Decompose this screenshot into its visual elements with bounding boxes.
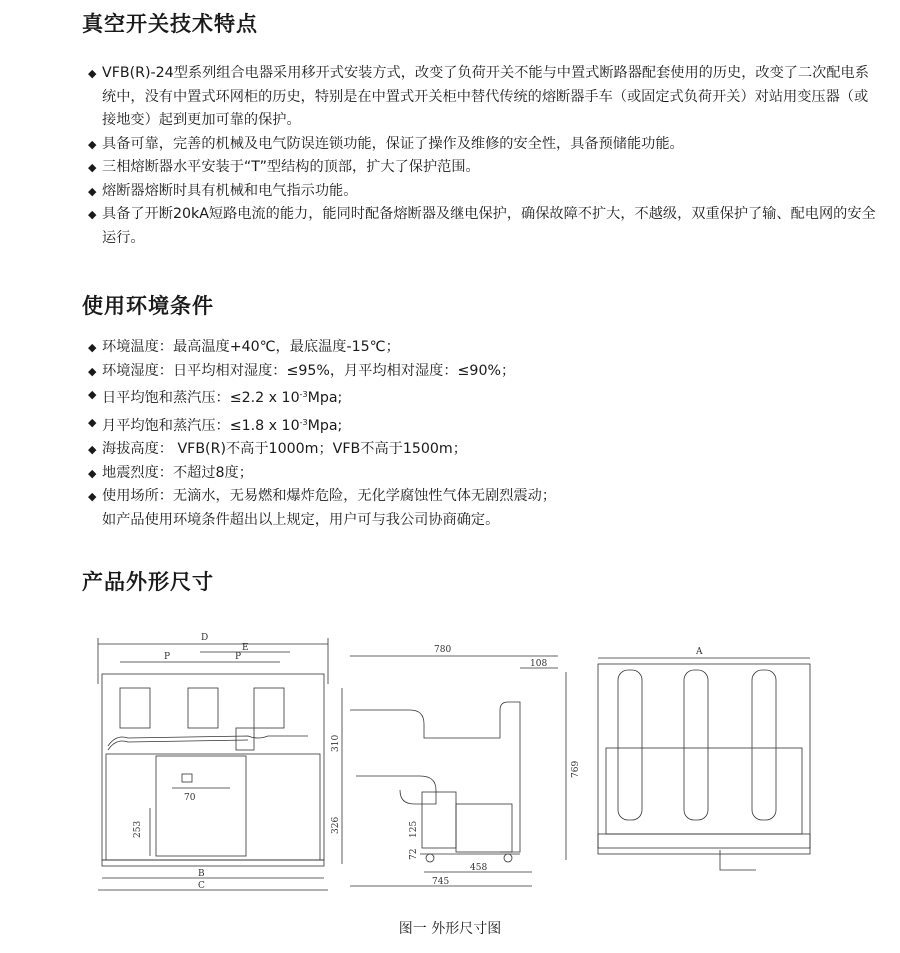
environment-list bbox=[88, 336, 878, 532]
diamond-bullet-icon: ◆ bbox=[88, 184, 97, 198]
list-item: ◆ 熔断器熔断时具有机械和电气指示功能。 bbox=[88, 180, 878, 204]
figure-caption: 图一 外形尺寸图 bbox=[398, 921, 502, 937]
dim-label: 458 bbox=[470, 863, 488, 873]
list-item: ◆ 地震烈度：不超过8度； bbox=[88, 462, 878, 486]
dimension-drawing bbox=[80, 628, 840, 898]
front-view bbox=[98, 633, 328, 891]
diamond-bullet-icon: ◆ bbox=[88, 341, 97, 354]
dim-label: 326 bbox=[331, 816, 341, 834]
dim-label: B bbox=[198, 869, 205, 879]
dim-label: 108 bbox=[530, 659, 548, 669]
dim-label: D bbox=[201, 633, 209, 643]
diamond-bullet-icon: ◆ bbox=[88, 161, 97, 174]
diamond-bullet-icon: ◆ bbox=[88, 208, 97, 221]
section-title-environment: 使用环境条件 bbox=[82, 294, 214, 318]
dim-label: 310 bbox=[331, 734, 341, 752]
dim-label: E bbox=[242, 643, 249, 653]
dim-label: 745 bbox=[432, 877, 450, 887]
diamond-bullet-icon: ◆ bbox=[88, 67, 97, 80]
diamond-bullet-icon: ◆ bbox=[88, 466, 97, 480]
dim-label: 72 bbox=[409, 848, 419, 860]
rear-view bbox=[598, 647, 810, 870]
dim-label: A bbox=[696, 647, 703, 657]
dim-label: 70 bbox=[184, 793, 196, 803]
dim-label: 253 bbox=[133, 820, 143, 838]
list-item: ◆ 日平均饱和蒸汽压：≤2.2 x $10^{-3}Mpa$; bbox=[88, 383, 878, 411]
section-title-dimensions: 产品外形尺寸 bbox=[82, 570, 214, 594]
side-view bbox=[331, 645, 581, 887]
dim-label: 125 bbox=[409, 820, 419, 838]
dim-label: 769 bbox=[571, 760, 581, 778]
diamond-bullet-icon: ◆ bbox=[88, 490, 97, 503]
list-item: ◆ 环境温度：最高温度+40℃，最底温度-15℃； bbox=[88, 336, 878, 360]
dim-label: P bbox=[235, 652, 242, 662]
list-item: ◆ VFB(R)-24型系列组合电器采用移开式安装方式，改变了负荷开关不能与中置式断路器配套使用的历史，改变了二次配电系统中，没有中置式环网柜的历史，特别是在中置式开关柜中替代传统的熔断器手车（或固定式负荷开关）对站用变压器（或接地变）起到更加可靠的保护。 bbox=[88, 62, 878, 133]
dim-label: P bbox=[164, 652, 171, 662]
diamond-bullet-icon: ◆ bbox=[88, 364, 97, 378]
list-item: ◆ 月平均饱和蒸汽压：≤1.8 x $10^{-3}Mpa$; bbox=[88, 411, 878, 439]
diamond-bullet-icon: ◆ bbox=[88, 388, 97, 401]
features-list bbox=[88, 62, 878, 250]
diamond-bullet-icon: ◆ bbox=[88, 137, 97, 151]
list-item: ◆ 使用场所：无滴水，无易燃和爆炸危险，无化学腐蚀性气体无剧烈震动； bbox=[88, 485, 878, 509]
section-title-features: 真空开关技术特点 bbox=[82, 12, 258, 36]
list-item: ◆ 三相熔断器水平安装于“T”型结构的顶部，扩大了保护范围。 bbox=[88, 156, 878, 180]
dim-label: C bbox=[198, 881, 205, 891]
list-item: ◆ 具备了开断20kA短路电流的能力，能同时配备熔断器及继电保护，确保故障不扩大，不越级，双重保护了输、配电网的安全运行。 bbox=[88, 203, 878, 250]
list-item: ◆ 具备可靠，完善的机械及电气防误连锁功能，保证了操作及维修的安全性，具备预储能功能。 bbox=[88, 133, 878, 157]
diamond-bullet-icon: ◆ bbox=[88, 443, 97, 456]
list-item: ◆ 环境湿度：日平均相对湿度：≤95%，月平均相对湿度：≤90%； bbox=[88, 360, 878, 384]
dim-label: 780 bbox=[434, 645, 452, 655]
diamond-bullet-icon: ◆ bbox=[88, 415, 97, 429]
list-item: ◆ 海拔高度： VFB(R)不高于1000m；VFB不高于1500m； bbox=[88, 438, 878, 462]
environment-note: 如产品使用环境条件超出以上规定，用户可与我公司协商确定。 bbox=[102, 511, 500, 528]
